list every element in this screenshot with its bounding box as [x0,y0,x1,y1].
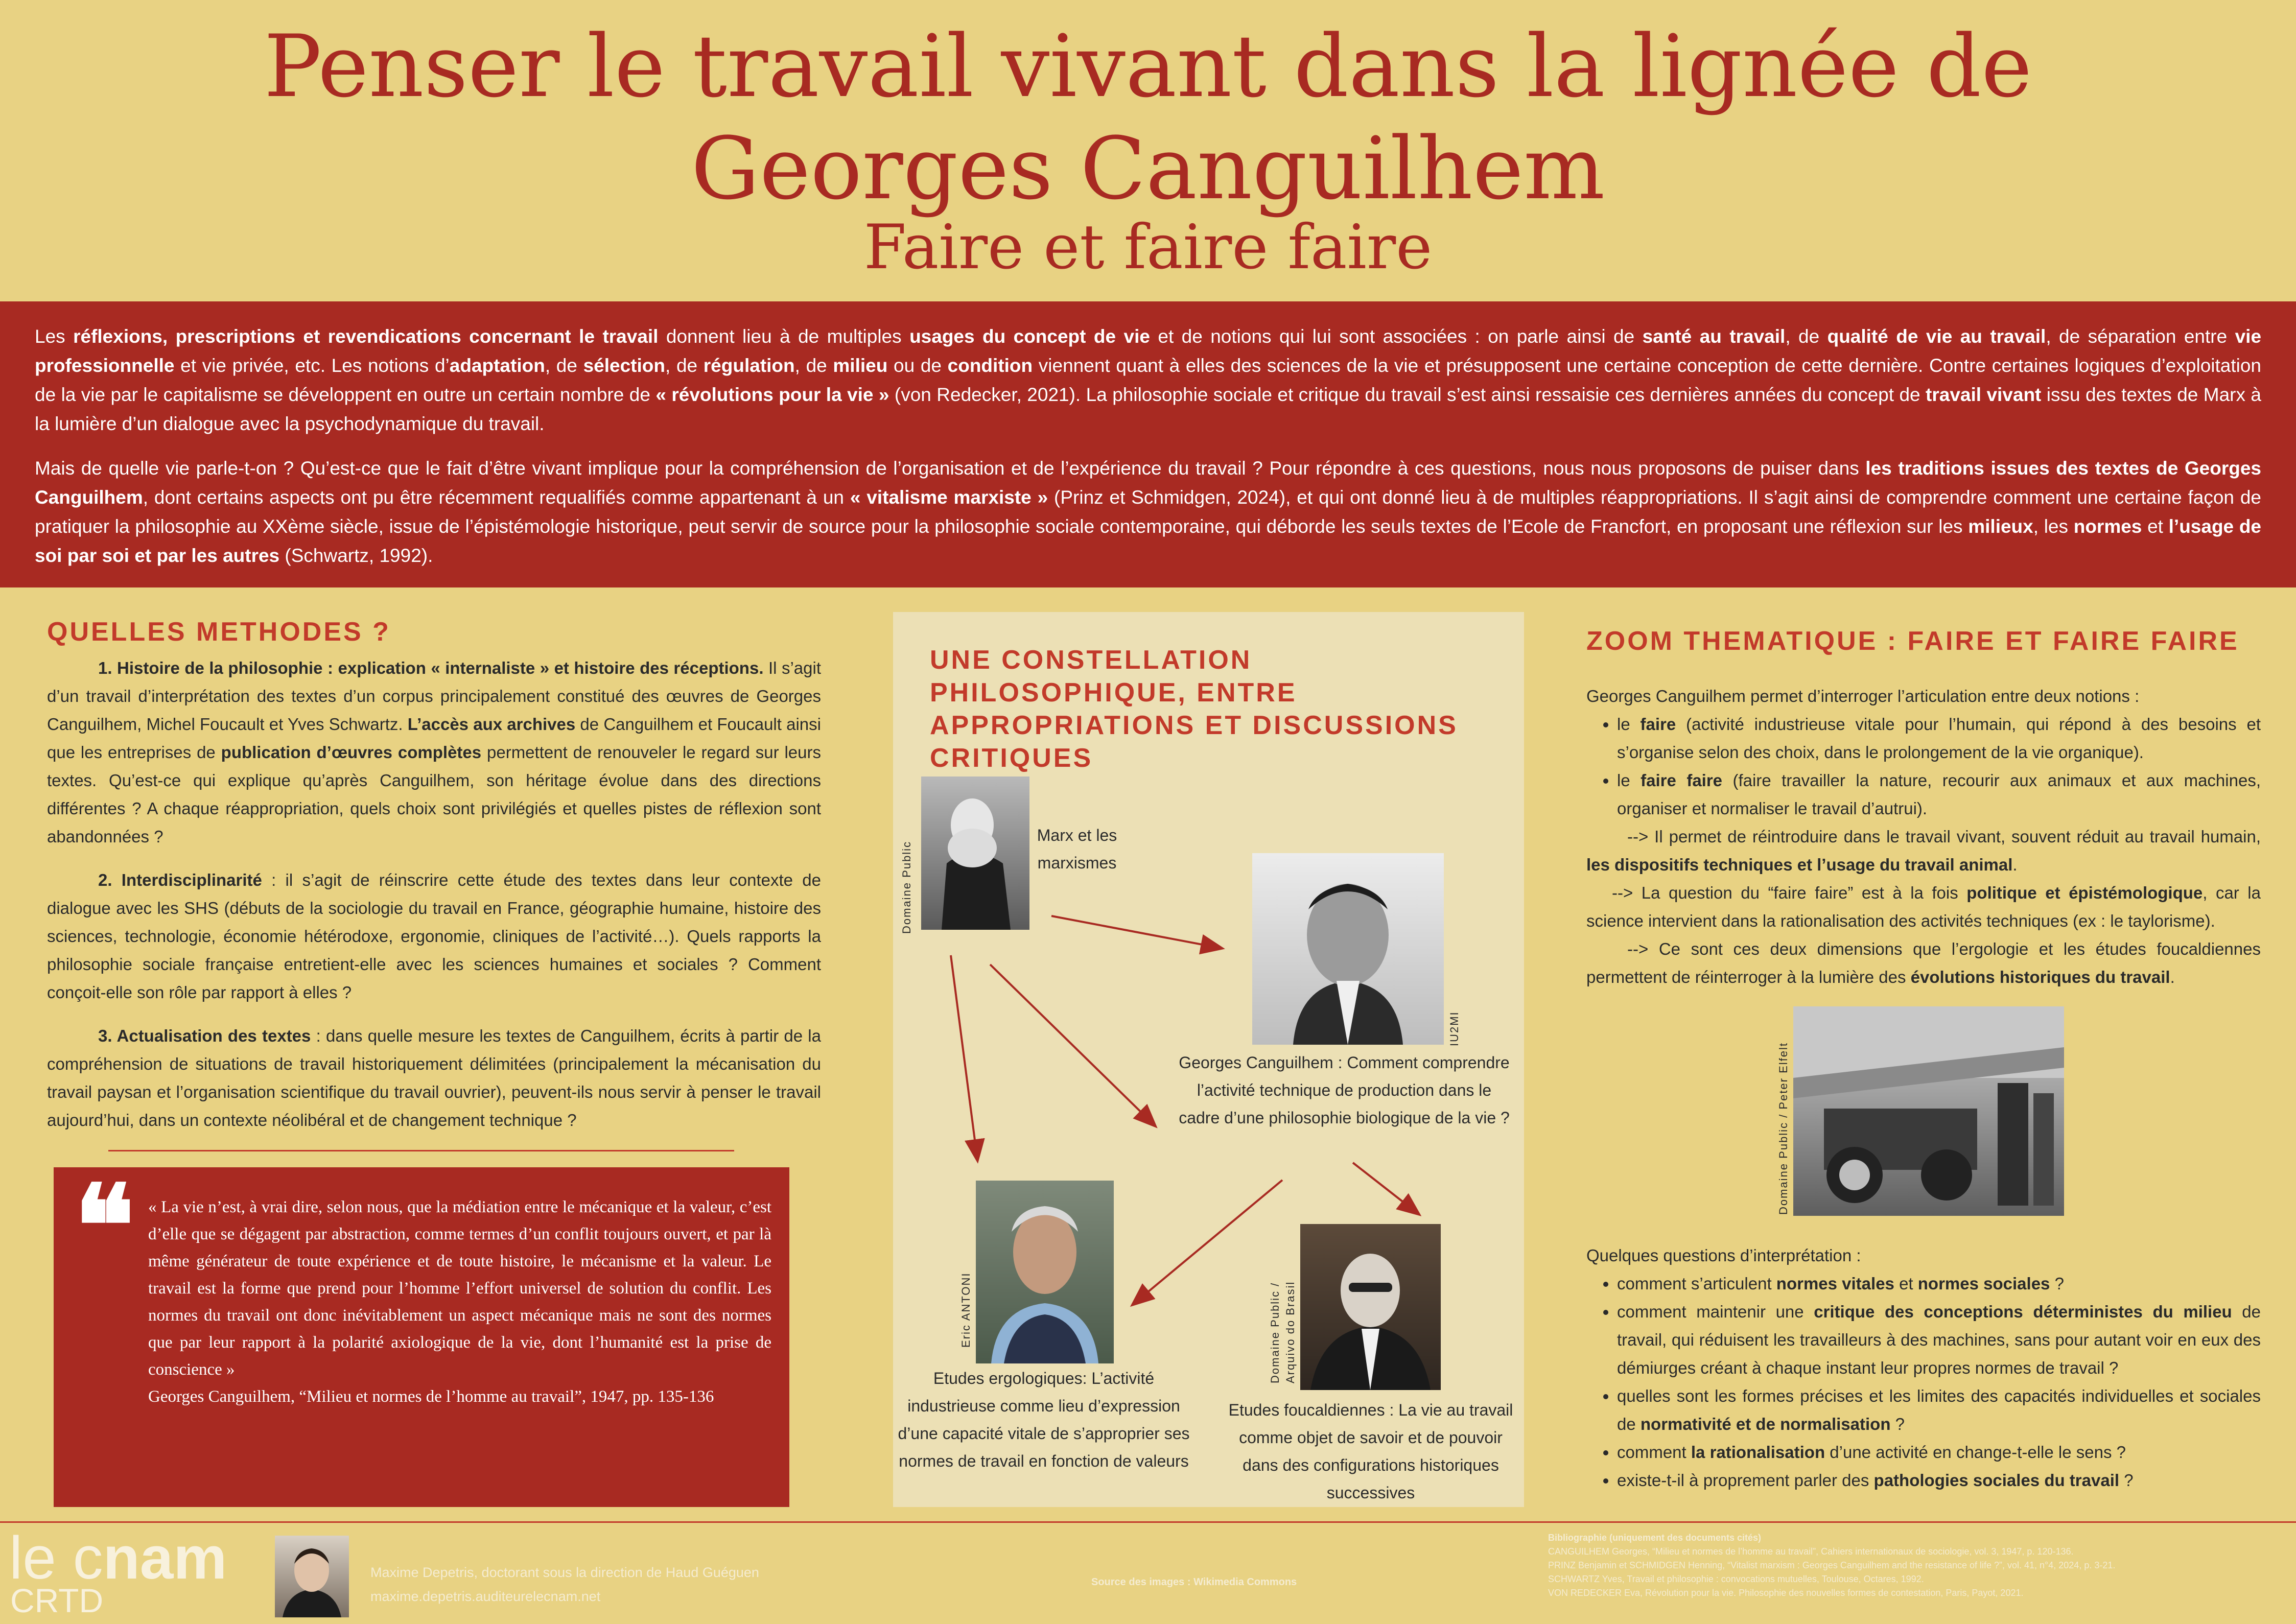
footer-divider [0,1521,2296,1523]
quote-mark-icon: ❝ [74,1160,135,1292]
quote-text [148,1194,771,1410]
author-email[interactable]: maxime.depetris.auditeurelecnam.net [370,1589,601,1604]
constellation-panel [893,612,1524,1507]
zoom-arrow-1: --> Il permet de réintroduire dans le travail vivant, souvent réduit au travail humain, les dispositifs techniques et l’usage du travail animal. [1586,827,2261,874]
zoom-bullet-faire-faire: • le faire faire (faire travailler la nature, recourir aux animaux et aux machines, organiser et normaliser le travail d’autrui). [1617,766,2261,822]
arrow-marx-canguilhem [1051,916,1221,948]
ergo-caption: Etudes ergologiques: L’activité industrieuse comme lieu d’expression d’une capacité vitale de s’approprier ses normes de travail en fonction de valeurs [898,1369,1190,1470]
methods-text [47,654,821,1149]
author-avatar-icon [275,1536,349,1617]
question-item: • comment s’articulent normes vitales et normes sociales ? [1617,1269,2261,1298]
questions-list [1586,1269,2261,1494]
arrow-canguilhem-foucault [1353,1163,1418,1214]
zoom-arrow-3: --> Ce sont ces deux dimensions que l’ergologie et les études foucaldiennes permettent de réinterroger à la lumière des évolutions historiques du travail. [1586,939,2261,986]
schwartz-credit: Eric ANTONI [959,1272,972,1348]
marx-caption: Marx et les marxismes [1037,826,1117,872]
methods-title: QUELLES METHODES ? [47,617,391,647]
canguilhem-credit: IU2MI [1448,1011,1461,1046]
poster-title-line2: Georges Canguilhem [691,119,1605,219]
intro-paragraph-1: Les réflexions, prescriptions et revendications concernant le travail donnent lieu à de multiples usages du concept de vie et de notions qui lui sont associées : on parle ainsi de santé au travail, de qualité de vie au travail, de séparation entre vie professionnelle et vie privée, etc. Les notions d’adaptation, de sélection, de régulation, de milieu ou de condition viennent quant à elles des sciences de la vie et présupposent une certaine conception de cette dernière. Contre certaines logiques d’exploitation de la vie par le capitalisme se développent en outre un certain nombre de « révolutions pour la vie » (von Redecker, 2021). La philosophie sociale et critique du travail s’est ainsi ressaisie ces dernières années du concept de travail vivant issu des textes de Marx à la lumière d’un dialogue avec la psychodynamique du travail. [35,326,2262,434]
bibliography-entry: CANGUILHEM Georges, “Milieu et normes de l’homme au travail”, Cahiers internationaux de sociologie, vol. 3, 1947, p. 120-136. [1548,1546,2074,1557]
author-photo [275,1536,349,1617]
marx-credit: Domaine Public [900,840,913,934]
crtd-logo: CRTD [10,1582,104,1619]
question-item: • comment maintenir une critique des conceptions déterministes du milieu de travail, qui réduisent les travailleurs à des machines, sans pour autant voir en eux des démiurges créant à chaque instant leur propres normes de travail ? [1617,1298,2261,1382]
quote-body: « La vie n’est, à vrai dire, selon nous, que la médiation entre le mécanique et la valeur, c’est d’elle que se dégagent par abstraction, comme termes d’un conflit toujours ouvert, et par là même générateur de toute expérience et de toute histoire, le mécanisme et la valeur. Le travail est la forme que prend pour l’homme l’effort universel de solution du conflit. Les normes du travail ont donc inévitablement un aspect mécanique mais ne sont des normes que par leur rapport à la polarité axiologique de la vie, dont l’humanité est la prise de conscience » [148,1198,771,1379]
foucault-credit-2: Arquivo do Brasil [1284,1281,1297,1383]
bibliography-entry: VON REDECKER Eva, Révolution pour la vie. Philosophie des nouvelles formes de contestation, Paris, Payot, 2021. [1548,1588,2024,1598]
question-item: • existe-t-il à proprement parler des pathologies sociales du travail ? [1617,1466,2261,1494]
zoom-bullet-faire: • le faire (activité industrieuse vitale pour l’humain, qui répond à des besoins et s’organise selon des choix, dans le prolongement de la vie organique). [1617,710,2261,766]
zoom-bullets [1586,710,2261,822]
bibliography-entry: SCHWARTZ Yves, Travail et philosophie : convocations mutuelles, Toulouse, Octares, 1992. [1548,1574,1924,1584]
poster-subtitle: Faire et faire faire [863,212,1433,283]
bibliography [1548,1531,2263,1600]
arrow-marx-crossing [990,964,1155,1125]
question-item: • quelles sont les formes précises et les limites des capacités individuelles et sociales de normativité et de normalisation ? [1617,1382,2261,1438]
factory-credit: Domaine Public / Peter Elfelt [1777,1042,1790,1215]
images-source: Source des images : Wikimedia Commons [1091,1576,1297,1588]
arrow-marx-schwartz [951,955,977,1160]
zoom-text [1586,682,2261,991]
constellation-title: UNE CONSTELLATION PHILOSOPHIQUE, ENTRE APPROPRIATIONS ET DISCUSSIONS CRITIQUES [930,645,1458,773]
cnam-logo: le cnam [9,1524,227,1592]
zoom-intro: Georges Canguilhem permet d’interroger l’articulation entre deux notions : [1586,687,2140,705]
methods-paragraph-1: 1. Histoire de la philosophie : explication « internaliste » et histoire des réceptions. Il s’agit d’un travail d’interprétation des textes d’un corpus principalement constitué des œuvres de Georges Canguilhem, Michel Foucault et Yves Schwartz. L’accès aux archives de Canguilhem et Foucault ainsi que les entreprises de publication d’œuvres complètes permettent de renouveler le regard sur leurs textes. Qu’est-ce qui explique qu’après Canguilhem, son héritage évolue dans des directions différentes ? A chaque réappropriation, quels choix sont privilégiés et quelles pistes de réflexion sont abandonnées ? [47,658,822,846]
foucault-caption: Etudes foucaldiennes : La vie au travail comme objet de savoir et de pouvoir dans des configurations historiques successives [1228,1401,1513,1502]
zoom-title: ZOOM THEMATIQUE : FAIRE ET FAIRE FAIRE [1586,626,2239,656]
factory-scene-icon [1793,1006,2064,1216]
canguilhem-caption: Georges Canguilhem : Comment comprendre l’activité technique de production dans le cadre d’une philosophie biologique de la vie ? [1179,1053,1510,1127]
poster-title-line1: Penser le travail vivant dans la lignée de [264,16,2032,116]
quote-source: Georges Canguilhem, “Milieu et normes de l’homme au travail”, 1947, pp. 135-136 [148,1387,714,1406]
author-name: Maxime Depetris, doctorant sous la direction de Haud Guéguen [370,1565,759,1580]
foucault-credit-1: Domaine Public / [1269,1282,1281,1383]
questions-intro: Quelques questions d’interprétation : [1586,1246,1861,1265]
divider [108,1150,734,1151]
intro-paragraph-2: Mais de quelle vie parle-t-on ? Qu’est-ce que le fait d’être vivant implique pour la compréhension de l’organisation et de l’expérience du travail ? Pour répondre à ces questions, nous nous proposons de puiser dans les traditions issues des textes de Georges Canguilhem, dont certains aspects ont pu être récemment requalifiés comme appartenant à un « vitalisme marxiste » (Prinz et Schmidgen, 2024), et qui ont donné lieu à de multiples réappropriations. Il s’agit ainsi de comprendre comment une certaine façon de pratiquer la philosophie au XXème siècle, issue de l’épistémologie historique, peut servir de source pour la philosophie sociale contemporaine, qui déborde les seuls textes de l’Ecole de Francfort, en proposant une réflexion sur les milieux, les normes et l’usage de soi par soi et par les autres (Schwartz, 1992). [35,458,2262,566]
question-item: • comment la rationalisation d’une activité en change-t-elle le sens ? [1617,1438,2261,1466]
arrow-canguilhem-schwartz [1133,1180,1282,1304]
factory-photo [1793,1006,2064,1216]
bibliography-title: Bibliographie (uniquement des documents cités) [1548,1533,1762,1543]
bibliography-entry: PRINZ Benjamin et SCHMIDGEN Henning, “Vitalist marxism : Georges Canguilhem and the resistance of life ?”, vol. 41, n°4, 2024, p. 3-21. [1548,1560,2116,1570]
methods-paragraph-3: 3. Actualisation des textes : dans quelle mesure les textes de Canguilhem, écrits à partir de la compréhension de situations de travail historiquement délimitées (principalement la mécanisation du travail paysan et l’organisation scientifique du travail ouvrier), peuvent-ils nous servir à penser le travail aujourd’hui, dans un contexte néolibéral et de changement technique ? [47,1026,821,1129]
zoom-arrow-2: --> La question du “faire faire” est à la fois politique et épistémologique, car la science intervient dans la rationalisation des activités techniques (ex : le taylorisme). [1586,883,2261,930]
intro-banner [0,301,2296,587]
quote-box [54,1160,789,1507]
questions-block [1586,1241,2261,1494]
constellation-arrows [893,612,1524,1507]
methods-paragraph-2: 2. Interdisciplinarité : il s’agit de réinscrire cette étude des textes dans leur contexte de dialogue avec les SHS (débuts de la sociologie du travail en France, géographie humaine, histoire des sciences, technologie, économie hétérodoxe, ergonomie, cliniques de l’activité…). Quels rapports la philosophie sociale française entretient-elle avec les sciences humaines et sociales ? Comment conçoit-elle son rôle par rapport à elles ? [47,870,821,1002]
